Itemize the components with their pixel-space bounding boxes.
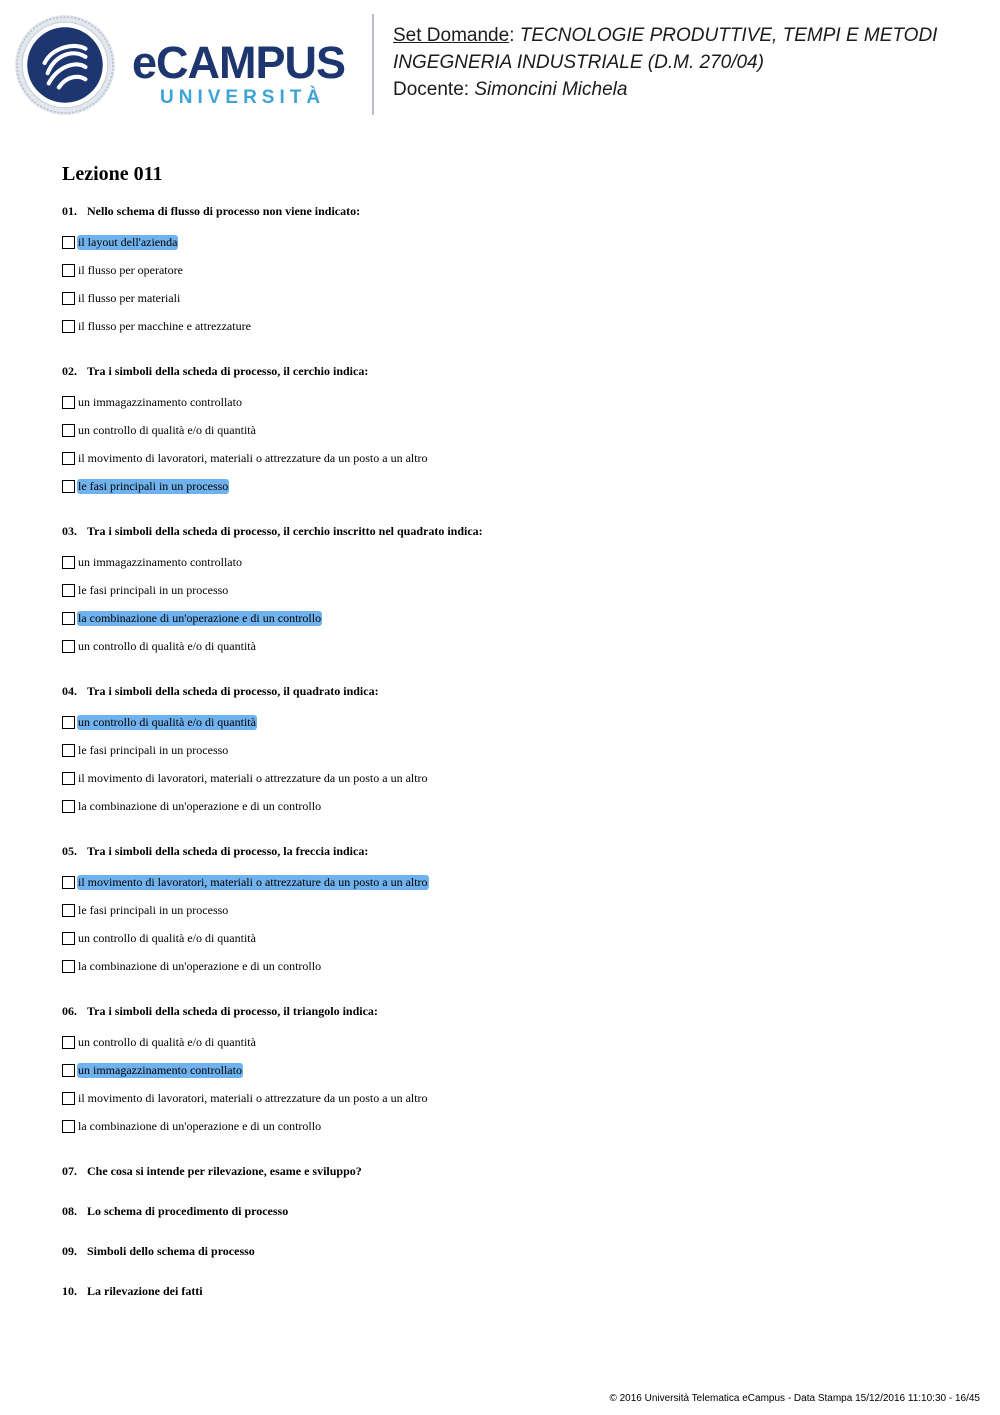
answer-checkbox[interactable]: [62, 800, 75, 813]
answer-text: la combinazione di un'operazione e di un controllo: [78, 798, 322, 813]
question-number: 06.: [62, 1004, 77, 1018]
teacher-label: Docente:: [393, 79, 470, 100]
answer-option[interactable]: [62, 548, 962, 576]
open-question-07: [62, 1162, 962, 1180]
answer-option[interactable]: [62, 472, 962, 500]
answer-text: il flusso per materiali: [78, 290, 181, 305]
answer-text: un immagazzinamento controllato: [78, 554, 242, 569]
ecampus-seal-logo: [14, 14, 116, 116]
correct-answer-text: un immagazzinamento controllato: [78, 1062, 242, 1077]
answer-checkbox[interactable]: [62, 744, 75, 757]
question-text: Lo schema di procedimento di processo: [87, 1204, 289, 1218]
answer-text: un controllo di qualità e/o di quantità: [78, 638, 256, 653]
answer-checkbox[interactable]: [62, 236, 75, 249]
answer-option[interactable]: [62, 1028, 962, 1056]
set-info: Set Domande: TECNOLOGIE PRODUTTIVE, TEMPI E METODI INGEGNERIA INDUSTRIALE (D.M. 270/04) Docente: Simoncini Michela: [393, 22, 983, 103]
answer-option[interactable]: [62, 1056, 962, 1084]
open-question-10: [62, 1282, 962, 1300]
question-title: [62, 682, 962, 700]
answer-text: la combinazione di un'operazione e di un controllo: [78, 1118, 322, 1133]
answer-option[interactable]: [62, 924, 962, 952]
answer-checkbox[interactable]: [62, 1036, 75, 1049]
answer-option[interactable]: [62, 1084, 962, 1112]
header-divider: [372, 14, 374, 115]
answer-checkbox[interactable]: [62, 584, 75, 597]
answer-checkbox[interactable]: [62, 960, 75, 973]
page-footer: © 2016 Università Telematica eCampus - Data Stampa 15/12/2016 11:10:30 - 16/45: [609, 1393, 980, 1404]
answer-checkbox[interactable]: [62, 1064, 75, 1077]
question-number: 07.: [62, 1164, 77, 1178]
open-question-09: [62, 1242, 962, 1260]
answer-checkbox[interactable]: [62, 480, 75, 493]
question-04: [62, 682, 962, 820]
answer-option[interactable]: [62, 444, 962, 472]
answer-checkbox[interactable]: [62, 1092, 75, 1105]
lesson-title: Lezione 011: [62, 163, 163, 185]
question-text: Tra i simboli della scheda di processo, il cerchio inscritto nel quadrato indica:: [87, 524, 483, 538]
answer-option[interactable]: [62, 256, 962, 284]
question-number: 08.: [62, 1204, 77, 1218]
answer-checkbox[interactable]: [62, 292, 75, 305]
answer-option[interactable]: [62, 736, 962, 764]
answer-checkbox[interactable]: [62, 424, 75, 437]
answer-checkbox[interactable]: [62, 320, 75, 333]
set-label: Set Domande: [393, 25, 510, 46]
answer-text: le fasi principali in un processo: [78, 582, 229, 597]
answer-option[interactable]: [62, 576, 962, 604]
correct-answer-text: il layout dell'azienda: [78, 234, 178, 249]
question-text: Che cosa si intende per rilevazione, esame e sviluppo?: [87, 1164, 362, 1178]
answer-option[interactable]: [62, 708, 962, 736]
question-text: La rilevazione dei fatti: [87, 1284, 203, 1298]
answer-checkbox[interactable]: [62, 556, 75, 569]
answer-text: un controllo di qualità e/o di quantità: [78, 422, 256, 437]
answer-option[interactable]: [62, 228, 962, 256]
answer-text: un controllo di qualità e/o di quantità: [78, 1034, 256, 1049]
answer-checkbox[interactable]: [62, 1120, 75, 1133]
set-title-line1: TECNOLOGIE PRODUTTIVE, TEMPI E METODI: [519, 25, 938, 46]
answer-option[interactable]: [62, 284, 962, 312]
question-06: [62, 1002, 962, 1140]
answer-text: le fasi principali in un processo: [78, 902, 229, 917]
question-number: 09.: [62, 1244, 77, 1258]
logo-subtitle: UNIVERSITÀ: [160, 87, 326, 108]
question-title: [62, 202, 962, 220]
answer-text: il movimento di lavoratori, materiali o attrezzature da un posto a un altro: [78, 1090, 428, 1105]
answer-checkbox[interactable]: [62, 452, 75, 465]
question-set: [62, 162, 962, 1322]
correct-answer-text: la combinazione di un'operazione e di un controllo: [78, 610, 322, 625]
question-number: 02.: [62, 364, 77, 378]
question-text: Tra i simboli della scheda di processo, il quadrato indica:: [87, 684, 379, 698]
answer-text: le fasi principali in un processo: [78, 742, 229, 757]
answer-option[interactable]: [62, 896, 962, 924]
question-02: [62, 362, 962, 500]
answer-checkbox[interactable]: [62, 772, 75, 785]
answer-option[interactable]: [62, 792, 962, 820]
question-number: 01.: [62, 204, 77, 218]
answer-option[interactable]: [62, 312, 962, 340]
answer-checkbox[interactable]: [62, 932, 75, 945]
answer-checkbox[interactable]: [62, 264, 75, 277]
answer-option[interactable]: [62, 388, 962, 416]
question-title: [62, 842, 962, 860]
answer-checkbox[interactable]: [62, 876, 75, 889]
question-list: [62, 202, 962, 1140]
answer-text: il movimento di lavoratori, materiali o attrezzature da un posto a un altro: [78, 450, 428, 465]
question-text: Tra i simboli della scheda di processo, la freccia indica:: [87, 844, 369, 858]
answer-text: un immagazzinamento controllato: [78, 394, 242, 409]
answer-option[interactable]: [62, 868, 962, 896]
answer-option[interactable]: [62, 632, 962, 660]
question-number: 03.: [62, 524, 77, 538]
answer-checkbox[interactable]: [62, 396, 75, 409]
page-header: [0, 0, 1000, 130]
question-text: Simboli dello schema di processo: [87, 1244, 255, 1258]
answer-option[interactable]: [62, 1112, 962, 1140]
answer-checkbox[interactable]: [62, 904, 75, 917]
answer-checkbox[interactable]: [62, 640, 75, 653]
question-05: [62, 842, 962, 980]
correct-answer-text: un controllo di qualità e/o di quantità: [78, 714, 256, 729]
question-number: 10.: [62, 1284, 77, 1298]
answer-option[interactable]: [62, 416, 962, 444]
correct-answer-text: le fasi principali in un processo: [78, 478, 229, 493]
logo-wordmark: eCAMPUS: [132, 37, 346, 88]
question-number: 05.: [62, 844, 77, 858]
question-01: [62, 202, 962, 340]
answer-text: la combinazione di un'operazione e di un controllo: [78, 958, 322, 973]
question-text: Tra i simboli della scheda di processo, il triangolo indica:: [87, 1004, 378, 1018]
answer-text: il flusso per macchine e attrezzature: [78, 318, 251, 333]
answer-text: il flusso per operatore: [78, 262, 183, 277]
correct-answer-text: il movimento di lavoratori, materiali o attrezzature da un posto a un altro: [78, 874, 428, 889]
open-question-08: [62, 1202, 962, 1220]
answer-checkbox[interactable]: [62, 612, 75, 625]
answer-text: il movimento di lavoratori, materiali o attrezzature da un posto a un altro: [78, 770, 428, 785]
teacher-name: Simoncini Michela: [474, 79, 628, 100]
question-03: [62, 522, 962, 660]
question-title: [62, 522, 962, 540]
answer-checkbox[interactable]: [62, 716, 75, 729]
answer-option[interactable]: [62, 604, 962, 632]
answer-option[interactable]: [62, 952, 962, 980]
open-question-list: [62, 1162, 962, 1300]
question-number: 04.: [62, 684, 77, 698]
answer-text: un controllo di qualità e/o di quantità: [78, 930, 256, 945]
set-title-line2: INGEGNERIA INDUSTRIALE (D.M. 270/04): [393, 52, 764, 73]
question-text: Nello schema di flusso di processo non viene indicato:: [87, 204, 361, 218]
answer-option[interactable]: [62, 764, 962, 792]
question-title: [62, 362, 962, 380]
question-text: Tra i simboli della scheda di processo, il cerchio indica:: [87, 364, 369, 378]
question-title: [62, 1002, 962, 1020]
